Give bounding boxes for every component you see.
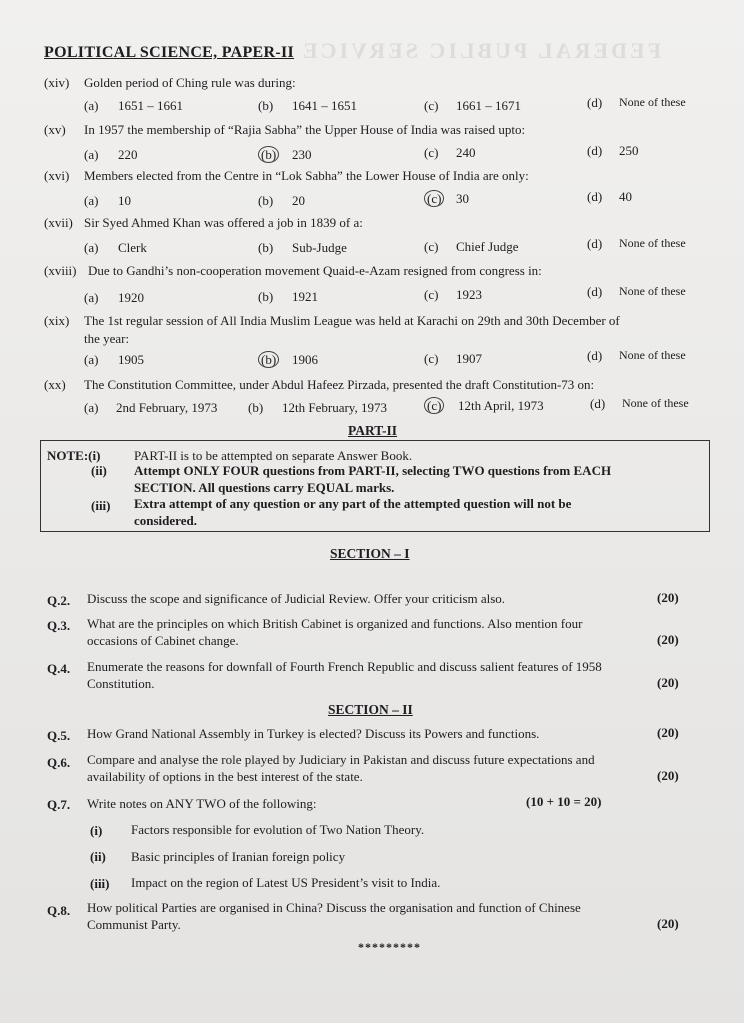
mcq-option: 2nd February, 1973: [116, 400, 218, 415]
mcq-option: 12th April, 1973: [458, 398, 544, 413]
mcq-option-label: (b): [248, 400, 264, 415]
mcq-option: 1905: [118, 352, 144, 367]
mcq-option: 1651 – 1661: [118, 98, 183, 113]
mcq-option-label: (c): [424, 398, 444, 414]
note-item: Attempt ONLY FOUR questions from PART-II, selecting TWO questions from EACH: [134, 463, 612, 478]
question-text: Write notes on ANY TWO of the following:: [87, 796, 317, 811]
mcq-option-label: (b): [258, 98, 274, 113]
mcq-option: 1661 – 1671: [456, 98, 521, 113]
mcq-option: 230: [292, 147, 312, 162]
mcq-question-continued: the year:: [84, 331, 130, 346]
mcq-option-label: (a): [84, 147, 99, 162]
question-text-continued: occasions of Cabinet change.: [87, 633, 239, 648]
mcq-option-label: (a): [84, 290, 99, 305]
question-marks: (20): [657, 916, 679, 931]
mcq-option-label: (b): [258, 240, 274, 255]
mcq-question: The Constitution Committee, under Abdul Hafeez Pirzada, presented the draft Constitution-73 on:: [84, 377, 595, 392]
question-text-continued: Constitution.: [87, 676, 155, 691]
mcq-option: 1907: [456, 351, 482, 366]
mcq-option: None of these: [619, 348, 686, 362]
question-number: Q.4.: [47, 661, 71, 676]
mcq-option-label: (d): [590, 396, 606, 411]
note-number: (iii): [91, 498, 111, 513]
section-ii-heading: SECTION – II: [328, 702, 413, 717]
mcq-option: 1923: [456, 287, 482, 302]
note-item: PART-II is to be attempted on separate Answer Book.: [134, 448, 413, 463]
mcq-option-label: (d): [587, 143, 603, 158]
mcq-option-label: (a): [84, 240, 99, 255]
mcq-option-label: (c): [424, 145, 439, 160]
mcq-option-label: (a): [84, 400, 99, 415]
note-item-continued: considered.: [134, 513, 197, 528]
mcq-option: None of these: [619, 284, 686, 298]
question-marks: (20): [657, 632, 679, 647]
mcq-option: 10: [118, 193, 131, 208]
mcq-option-label: (b): [258, 147, 279, 163]
mcq-option: None of these: [619, 95, 686, 109]
question-marks: (10 + 10 = 20): [526, 794, 602, 809]
question-number: Q.3.: [47, 618, 71, 633]
mcq-option-label: (b): [258, 193, 274, 208]
mcq-question: Sir Syed Ahmed Khan was offered a job in 1839 of a:: [84, 215, 363, 230]
question-marks: (20): [657, 768, 679, 783]
question-text: What are the principles on which British Cabinet is organized and functions. Also mention four: [87, 616, 583, 631]
question-text: Discuss the scope and significance of Judicial Review. Offer your criticism also.: [87, 591, 506, 606]
question-text: Enumerate the reasons for downfall of Fourth French Republic and discuss salient features of 1958: [87, 659, 602, 674]
mcq-number: (xviii): [44, 263, 77, 278]
note-box: [40, 440, 710, 532]
mcq-question: Due to Gandhi’s non-cooperation movement Quaid-e-Azam resigned from congress in:: [88, 263, 542, 278]
subpart-number: (i): [90, 823, 103, 838]
section-i-heading: SECTION – I: [330, 546, 410, 561]
question-marks: (20): [657, 725, 679, 740]
mcq-option-label: (a): [84, 352, 99, 367]
mcq-option-label: (c): [424, 351, 439, 366]
note-label: NOTE:(i): [47, 448, 101, 463]
mcq-option: 220: [118, 147, 138, 162]
mcq-question: Golden period of Ching rule was during:: [84, 75, 296, 90]
mcq-option: 1921: [292, 289, 318, 304]
mcq-option-label: (c): [424, 239, 439, 254]
mcq-option: 1920: [118, 290, 144, 305]
note-item: Extra attempt of any question or any part of the attempted question will not be: [134, 496, 572, 511]
mcq-option: 30: [456, 191, 469, 206]
mcq-option-label: (d): [587, 236, 603, 251]
question-number: Q.6.: [47, 755, 71, 770]
mcq-question: Members elected from the Centre in “Lok Sabha” the Lower House of India are only:: [84, 168, 529, 183]
mcq-option: Chief Judge: [456, 239, 519, 254]
question-text: How political Parties are organised in China? Discuss the organisation and function of Chinese: [87, 900, 581, 915]
mcq-option-label: (d): [587, 284, 603, 299]
subpart-text: Basic principles of Iranian foreign policy: [131, 849, 346, 864]
part-ii-heading: PART-II: [348, 423, 398, 438]
mcq-number: (xvii): [44, 215, 73, 230]
mcq-option-label: (c): [424, 191, 444, 207]
mcq-number: (xix): [44, 313, 70, 328]
mcq-option-label: (b): [258, 289, 274, 304]
mcq-option: 1906: [292, 352, 318, 367]
question-marks: (20): [657, 675, 679, 690]
mcq-option: None of these: [622, 396, 689, 410]
mcq-option-label: (a): [84, 193, 99, 208]
question-text-continued: Communist Party.: [87, 917, 181, 932]
mcq-option: Clerk: [118, 240, 147, 255]
mcq-option-label: (c): [424, 98, 439, 113]
mcq-option-label: (d): [587, 348, 603, 363]
mcq-option-label: (c): [424, 287, 439, 302]
note-item-continued: SECTION. All questions carry EQUAL marks.: [134, 480, 395, 495]
mcq-option-label: (d): [587, 95, 603, 110]
mcq-number: (xv): [44, 122, 66, 137]
question-text: Compare and analyse the role played by Judiciary in Pakistan and discuss future expectations and: [87, 752, 595, 767]
mcq-number: (xiv): [44, 75, 70, 90]
mcq-option: Sub-Judge: [292, 240, 347, 255]
subpart-number: (iii): [90, 876, 110, 891]
mcq-option: 20: [292, 193, 305, 208]
mcq-option: 12th February, 1973: [282, 400, 387, 415]
mcq-option: 40: [619, 189, 632, 204]
mcq-option: None of these: [619, 236, 686, 250]
paper-title: POLITICAL SCIENCE, PAPER-II: [44, 44, 295, 61]
question-marks: (20): [657, 590, 679, 605]
mcq-number: (xvi): [44, 168, 70, 183]
subpart-text: Factors responsible for evolution of Two Nation Theory.: [131, 822, 425, 837]
note-number: (ii): [91, 463, 107, 478]
question-number: Q.5.: [47, 728, 71, 743]
question-number: Q.7.: [47, 797, 71, 812]
subpart-number: (ii): [90, 849, 106, 864]
mcq-option-label: (b): [258, 352, 279, 368]
mcq-number: (xx): [44, 377, 66, 392]
subpart-text: Impact on the region of Latest US President’s visit to India.: [131, 875, 441, 890]
mcq-option-label: (d): [587, 189, 603, 204]
end-mark: *********: [358, 940, 421, 954]
question-text: How Grand National Assembly in Turkey is elected? Discuss its Powers and functions.: [87, 726, 540, 741]
mcq-option: 250: [619, 143, 639, 158]
question-text-continued: availability of options in the best interest of the state.: [87, 769, 363, 784]
watermark: FEDERAL PUBLIC SERVICE: [300, 38, 662, 63]
mcq-option: 240: [456, 145, 476, 160]
question-number: Q.8.: [47, 903, 71, 918]
mcq-option-label: (a): [84, 98, 99, 113]
question-number: Q.2.: [47, 593, 71, 608]
mcq-option: 1641 – 1651: [292, 98, 357, 113]
mcq-question: In 1957 the membership of “Rajia Sabha” the Upper House of India was raised upto:: [84, 122, 526, 137]
mcq-question: The 1st regular session of All India Muslim League was held at Karachi on 29th and 30th December of: [84, 313, 620, 328]
